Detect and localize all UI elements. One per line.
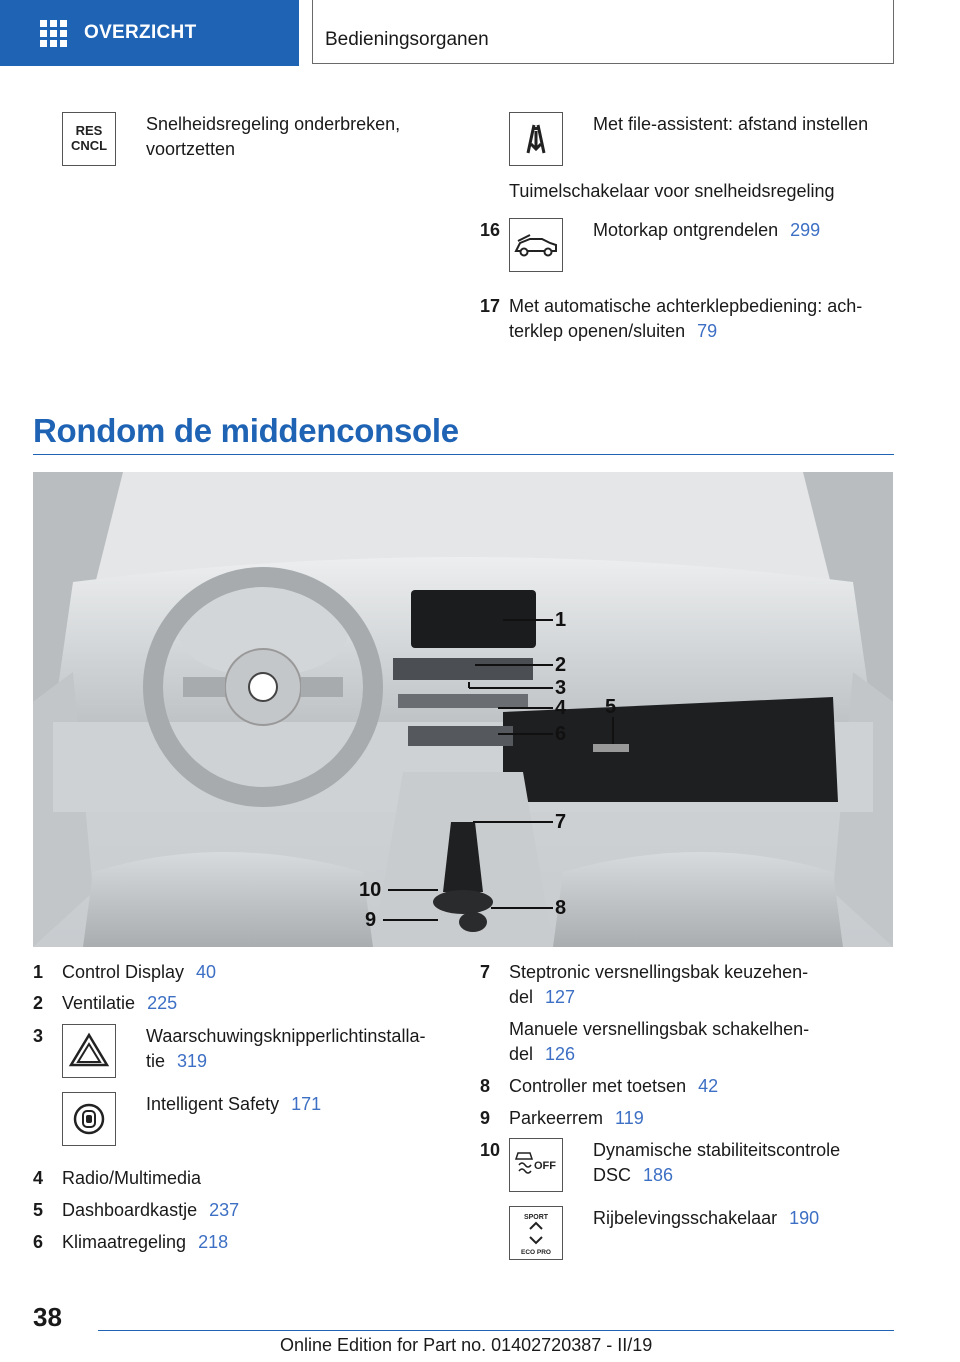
page-ref-link[interactable]: 319	[177, 1051, 208, 1071]
item-9-text: Parkeerrem 119	[509, 1108, 644, 1128]
callout-4: 4	[555, 697, 567, 719]
page-ref-link[interactable]: 299	[790, 220, 821, 240]
speed-control-text: Snelheidsregeling onderbreken, voortzetten	[146, 114, 401, 159]
item-number-4: 4	[33, 1168, 44, 1188]
item-number-6: 6	[33, 1232, 44, 1252]
section-rule	[33, 454, 894, 455]
item-number-5: 5	[33, 1200, 44, 1220]
footer-rule	[98, 1330, 894, 1331]
page-ref-link[interactable]: 237	[209, 1200, 240, 1220]
item-3-text: Waarschuwingsknipperlichtinstalla- tie 319	[146, 1026, 426, 1071]
item-7-text: Steptronic versnellingsbak keuzehen- del 127	[509, 962, 809, 1007]
driving-experience-icon	[509, 1206, 563, 1260]
item-16-text: Motorkap ontgrendelen 299	[593, 220, 821, 240]
page-ref-link[interactable]: 190	[789, 1208, 820, 1228]
rocker-switch-label: Tuimelschakelaar voor snelheidsregeling	[509, 181, 835, 201]
hazard-warning-icon	[62, 1024, 116, 1078]
car-hood-icon	[509, 218, 563, 272]
distance-adjust-icon	[509, 112, 563, 166]
callout-8: 8	[555, 897, 567, 919]
page-ref-link[interactable]: 126	[545, 1044, 576, 1064]
item-number-16: 16	[480, 220, 501, 240]
intelligent-safety-icon	[62, 1092, 116, 1146]
item-number-8: 8	[480, 1076, 491, 1096]
item-2-text: Ventilatie 225	[62, 993, 178, 1013]
item-5-text: Dashboardkastje 237	[62, 1200, 240, 1220]
svg-text:OFF: OFF	[534, 1160, 556, 1172]
cockpit-illustration	[33, 472, 893, 947]
callout-6: 6	[555, 723, 567, 745]
grid-menu-icon	[40, 20, 66, 46]
section-title-header: Bedieningsorganen	[325, 29, 489, 50]
callout-2: 2	[555, 654, 567, 676]
dsc-off-icon	[509, 1138, 563, 1192]
callout-7: 7	[555, 811, 567, 833]
distance-text: Met file-assistent: afstand instellen	[593, 114, 869, 134]
page-ref-link[interactable]: 127	[545, 987, 576, 1007]
item-number-9: 9	[480, 1108, 491, 1128]
callout-1: 1	[555, 609, 567, 631]
manual-gearbox-text: Manuele versnellingsbak schakelhen- del 126	[509, 1019, 810, 1064]
page-ref-link[interactable]: 218	[198, 1232, 229, 1252]
page-ref-link[interactable]: 42	[698, 1076, 719, 1096]
callout-10: 10	[359, 879, 382, 901]
callout-9: 9	[365, 909, 377, 931]
intelligent-safety-text: Intelligent Safety 171	[146, 1094, 322, 1114]
overview-tab[interactable]	[0, 0, 299, 66]
footer-edition: Online Edition for Part no. 01402720387 - II/19	[280, 1335, 653, 1355]
item-1-text: Control Display 40	[62, 962, 217, 982]
item-4-text: Radio/Multimedia	[62, 1168, 202, 1188]
svg-text:ECO PRO: ECO PRO	[521, 1249, 551, 1256]
callout-3: 3	[555, 677, 567, 699]
item-17-text: Met automatische achterklepbediening: ach- terklep openen/sluiten 79	[509, 296, 863, 341]
item-number-1: 1	[33, 962, 44, 982]
page-ref-link[interactable]: 79	[697, 321, 718, 341]
driving-experience-text: Rijbelevingsschakelaar 190	[593, 1208, 820, 1228]
res-cncl-icon: RES CNCL	[62, 112, 116, 166]
item-number-17: 17	[480, 296, 501, 316]
item-10-text: Dynamische stabiliteitscontrole DSC 186	[593, 1140, 841, 1185]
overview-tab-label: OVERZICHT	[84, 22, 197, 43]
item-number-2: 2	[33, 993, 44, 1013]
callout-5: 5	[605, 696, 617, 718]
page-ref-link[interactable]: 119	[615, 1108, 644, 1128]
item-8-text: Controller met toetsen 42	[509, 1076, 719, 1096]
svg-text:SPORT: SPORT	[523, 1214, 549, 1221]
page-ref-link[interactable]: 225	[147, 993, 178, 1013]
item-number-3: 3	[33, 1026, 44, 1046]
page-ref-link[interactable]: 40	[196, 962, 217, 982]
section-heading: Rondom de middenconsole	[33, 412, 459, 449]
item-number-10: 10	[480, 1140, 501, 1160]
item-6-text: Klimaatregeling 218	[62, 1232, 229, 1252]
item-number-7: 7	[480, 962, 491, 982]
page-ref-link[interactable]: 186	[643, 1165, 674, 1185]
page-number: 38	[33, 1302, 62, 1332]
page-ref-link[interactable]: 171	[291, 1094, 322, 1114]
